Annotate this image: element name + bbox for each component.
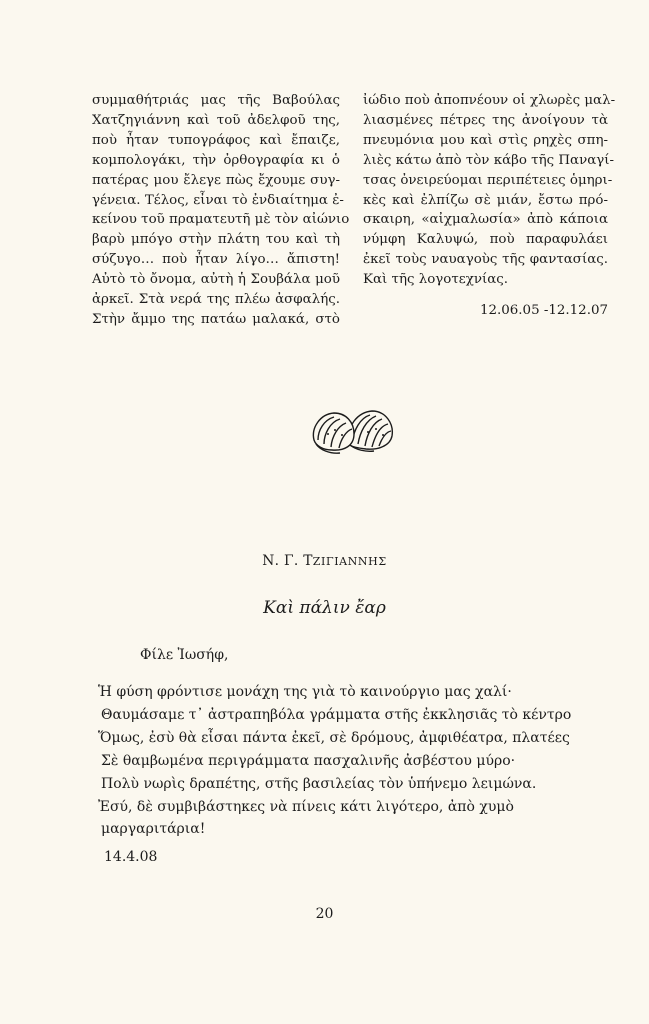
poem-line: Θαυμάσαμε τ᾽ ἀστραπηβόλα γράμματα στῆς ἐκκλησιᾶς τὸ κέντρο <box>101 706 572 723</box>
text-line: βαρὺ μπόγο στὴν πλάτη του καὶ τὴ <box>92 232 340 248</box>
text-line: Καὶ τῆς λογοτεχνίας. <box>363 272 509 288</box>
text-line: συμμαθήτριάς μας τῆς Βαβούλας <box>92 93 340 108</box>
poem-body <box>98 681 618 841</box>
left-text-column <box>92 91 350 330</box>
text-line: ἰώδιο ποὺ ἀποπνέουν οἱ χλωρὲς μαλ- <box>363 93 616 108</box>
text-line: ἀρκεῖ. Στὰ νερά της πλέω ἀσφαλής. <box>92 292 340 308</box>
text-line: κομπολογάκι, τὴν ὀρθογραφία κι ὁ <box>92 152 340 168</box>
seashell-ornament-icon <box>308 404 396 456</box>
text-line: σκαιρη, «αἰχμαλωσία» ἀπὸ κάποια <box>363 212 608 228</box>
text-line: σύζυγο… ποὺ ἦταν λίγο… ἄπιστη! <box>92 252 340 268</box>
poem-title: Καὶ πάλιν ἔαρ <box>263 598 386 618</box>
author-name <box>0 553 649 569</box>
poem-date: 14.4.08 <box>104 849 158 865</box>
author-surname: ΖΙΓΙΑΝΝΗΣ <box>312 555 387 568</box>
text-line: πατέρας μου ἔλεγε πὼς ἔχουμε συγ- <box>92 172 340 188</box>
text-line: λιὲς κάτω ἀπὸ τὸν κάβο τῆς Παναγί- <box>363 152 615 168</box>
text-line: ποὺ ἦταν τυπογράφος καὶ ἔπαιζε, <box>92 132 340 148</box>
page-number: 20 <box>315 906 334 922</box>
poem-line: Πολὺ νωρὶς δραπέτης, στῆς βασιλείας τὸν ὑπήνεμο λειμώνα. <box>101 775 537 792</box>
poem-line: Ἡ φύση φρόντισε μονάχη της γιὰ τὸ καινούργιο μας χαλί· <box>98 684 512 700</box>
author-initials: Ν. Γ. Τ <box>262 553 313 569</box>
text-line: κὲς καὶ ἐλπίζω σὲ μιάν, ἔστω πρό- <box>363 192 608 208</box>
poem-line: μαργαριτάρια! <box>101 821 206 838</box>
text-line: τσας ὀνειρεύομαι περιπέτειες ὁμηρι- <box>363 172 613 188</box>
right-text-column <box>363 91 616 290</box>
text-line: πνευμόνια μου καὶ στὶς ρηχὲς σπη- <box>363 132 608 148</box>
text-line: Αὐτὸ τὸ ὄνομα, αὐτὴ ἡ Σουβάλα μοῦ <box>92 272 340 288</box>
text-line: Χατζηγιάννη καὶ τοῦ ἀδελφοῦ της, <box>92 112 340 128</box>
text-line: λιασμένες πέτρες της ἀνοίγουν τὰ <box>363 112 608 128</box>
poem-line: Σὲ θαμβωμένα περιγράμματα πασχαλινῆς ἀσβέστου μύρο· <box>101 752 516 769</box>
poem-line: Ὅμως, ἐσὺ θὰ εἶσαι πάντα ἐκεῖ, σὲ δρόμους, ἀμφιθέατρα, πλατέες <box>98 729 570 746</box>
text-line: ἐκεῖ τοὺς ναυαγοὺς τῆς φαντασίας. <box>363 252 608 268</box>
salutation: Φίλε Ἰωσήφ, <box>140 647 229 663</box>
text-line: νύμφη Καλυψώ, ποὺ παραφυλάει <box>363 232 608 248</box>
text-line: κείνου τοῦ πραματευτῆ μὲ τὸν αἰώνιο <box>92 212 350 228</box>
article-date: 12.06.05 -12.12.07 <box>479 303 608 318</box>
text-line: Στὴν ἄμμο της πατάω μαλακά, στὸ <box>92 311 340 327</box>
text-line: γένεια. Τέλος, εἶναι τὸ ἐνδιαίτημα ἐ- <box>92 192 344 208</box>
poem-line: Ἐσύ, δὲ συμβιβάστηκες νὰ πίνεις κάτι λιγότερο, ἀπὸ χυμὸ <box>98 798 514 815</box>
